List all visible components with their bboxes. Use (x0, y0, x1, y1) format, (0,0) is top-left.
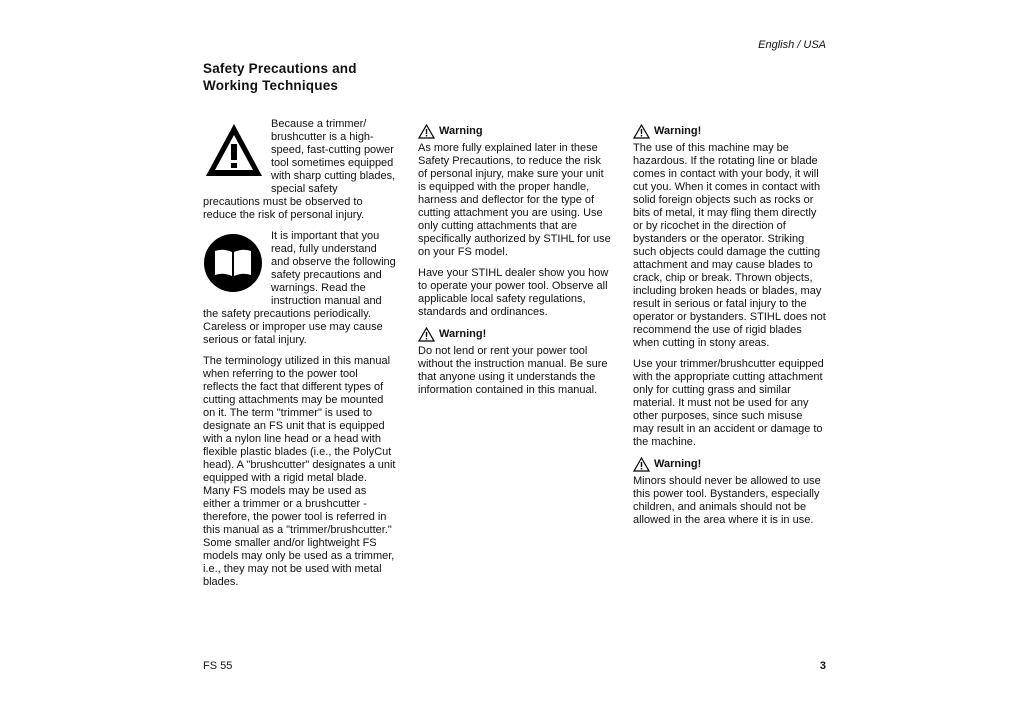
lend-rent-paragraph: Do not lend or rent your power tool without the instruction manual. Be sure that anyone using it understands the information contained in this manual. (418, 345, 608, 396)
page-number: 3 (819, 660, 826, 672)
hazard-paragraph: The use of this machine may be hazardous. If the rotating line or blade comes in contact with your body, it will cut you. When it comes in contact with solid foreign objects such as rocks or bits of metal, it may fling them directly or by ricochet in the direction of bystanders or the operator. Striking such objects could damage the cutting attachment and may cause blades to crack, chip or break. Thrown objects, including broken heads or blades, may result in serious or fatal injury to the operator or bystanders. STIHL does not recommend the use of rigid blades when cutting in stony areas. (633, 142, 826, 349)
warning-icon (633, 124, 650, 139)
title-line-2: Working Techniques (203, 78, 339, 93)
warning-heading (418, 124, 611, 139)
column-1 (203, 118, 396, 597)
dealer-paragraph: Have your STIHL dealer show you how to operate your power tool. Observe all applicable local safety regulations, standards and ordinances. (418, 267, 609, 318)
warning-label: Warning! (654, 458, 702, 470)
language-label: English / USA (758, 39, 826, 51)
warning-heading (633, 457, 826, 472)
warning-label: Warning! (439, 328, 487, 340)
warning-icon (418, 124, 435, 139)
warning-triangle-icon (203, 120, 265, 194)
equipment-paragraph: As more fully explained later in these Safety Precautions, to reduce the risk of personal injury, make sure your unit is equipped with the proper handle, harness and deflector for the type of cutting attachment you are using. Use only cutting attachments that are specifically authorized by STIHL for use on your FS model. (418, 142, 611, 258)
footer-model-name: FS 55 (203, 660, 233, 672)
intended-use-paragraph: Use your trimmer/brushcutter equipped with the appropriate cutting attachment only for cutting grass and similar material. It must not be used for any other purposes, since such misuse may result in an accident or damage to the machine. (633, 358, 824, 448)
column-3 (633, 124, 826, 535)
warning-icon (633, 457, 650, 472)
title-line-1: Safety Precautions and (203, 61, 357, 76)
column-2 (418, 124, 611, 405)
minors-paragraph: Minors should never be allowed to use this power tool. Bystanders, especially children, and animals should not be allowed in the area where it is in use. (633, 475, 821, 526)
page-title (203, 60, 423, 94)
warning-label: Warning! (654, 125, 702, 137)
terminology-paragraph: The terminology utilized in this manual when referring to the power tool reflects the fact that different types of cutting attachments may be mounted on it. The term "trimmer" is used to designate an FS unit that is equipped with a nylon line head or a head with flexible plastic blades (i.e., the PolyCut head). A "brushcutter" designates a unit equipped with a rigid metal blade. Many FS models may be used as either a trimmer or a brushcutter - therefore, the power tool is referred in this manual as a "trimmer/brushcutter." Some smaller and/or lightweight FS models may only be used as a trimmer, i.e., they may not be used with metal blades. (203, 355, 396, 588)
intro-paragraph: Because a trimmer/ brushcutter is a high-speed, fast-cutting power tool sometimes equipped with sharp cutting blades, special safety precautions must be observed to reduce the risk of personal injury. (203, 118, 396, 221)
warning-icon (418, 327, 435, 342)
warning-heading (418, 327, 611, 342)
warning-label: Warning (439, 125, 483, 137)
warning-heading (633, 124, 826, 139)
read-manual-paragraph: It is important that you read, fully understand and observe the following safety precautions and warnings. Read the instruction manual and the safety precautions periodically. Careless or improper use may cause serious or fatal injury. (203, 230, 396, 346)
read-manual-book-icon (203, 232, 265, 306)
